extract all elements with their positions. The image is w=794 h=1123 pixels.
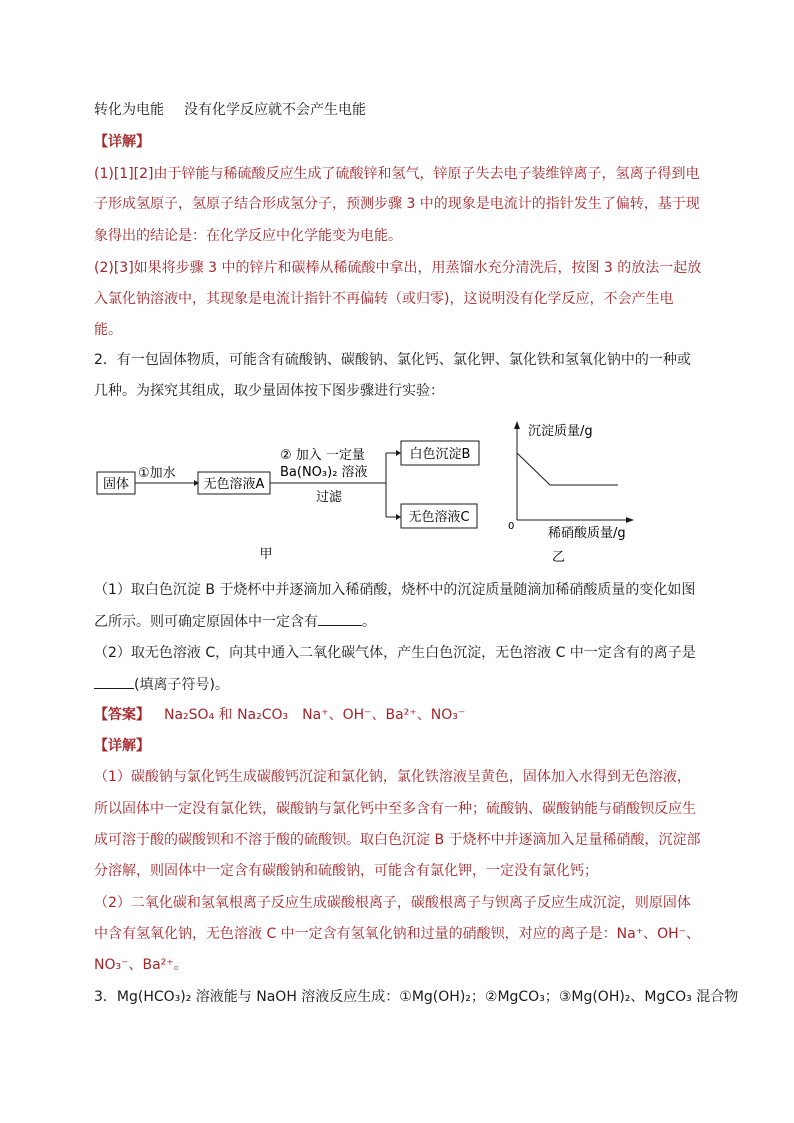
q2-detail-1-line-3: 成可溶于酸的碳酸钡和不溶于酸的硫酸钡。取白色沉淀 B 于烧杯中并逐滴加入足量稀硝酸，沉淀部	[94, 832, 701, 848]
y-axis-label: 沉淀质量/g	[528, 424, 593, 439]
q2-sub1-text: 乙所示。则可确定原固体中一定含有	[94, 614, 318, 630]
q2-detail-2-line-2: 中含有氢氧化钠，无色溶液 C 中一定含有氢氧化钠和过量的硝酸钡，对应的离子是：Na⁺、OH⁻、	[94, 926, 701, 942]
detail-2-line-1: (2)[3]如果将步骤 3 中的锌片和碳棒从稀硫酸中拿出，用蒸馏水充分清洗后，按图 3 的放法一起放	[94, 260, 702, 276]
colorless-c-label: 无色溶液C	[408, 510, 470, 525]
label-yi: 乙	[552, 550, 566, 565]
q2-detail-2-line-3: NO₃⁻、Ba²⁺。	[94, 957, 188, 973]
q2-detail-1-line-1: （1）碳酸钠与氯化钙生成碳酸钙沉淀和氯化钠，氯化铁溶液呈黄色，固体加入水得到无色溶液，	[94, 769, 691, 785]
step1-label: ①加水	[138, 466, 176, 481]
step2-line-b: Ba(NO₃)₂ 溶液	[280, 465, 368, 480]
q3-stem-line-1: 3．Mg(HCO₃)₂ 溶液能与 NaOH 溶液反应生成：①Mg(OH)₂；②MgCO₃；③Mg(OH)₂、MgCO₃ 混合物	[94, 989, 739, 1005]
y-axis-arrow	[514, 421, 520, 429]
answer-label: 【答案】	[94, 707, 150, 723]
x-axis-arrow	[626, 517, 634, 523]
q2-detail-1-line-4: 分溶解，则固体中一定含有碳酸钠和硫酸钠，可能含有氯化钾，一定没有氯化钙；	[94, 863, 598, 879]
origin-label: 0	[508, 521, 515, 532]
prev-answer-line	[94, 100, 366, 120]
q2-detail-1-line-2: 所以固体中一定没有氯化铁，碳酸钠与氯化钙中至多含有一种；硫酸钠、碳酸钠能与硝酸钡反应生	[94, 801, 696, 817]
q2-stem-line-1: 2．有一包固体物质，可能含有硫酸钠、碳酸钠、氯化钙、氯化钾、氯化铁和氢氧化钠中的一种或	[94, 352, 691, 368]
flow-diagram	[90, 425, 500, 570]
solid-label: 固体	[102, 477, 130, 492]
step2-line-a: ② 加入 一定量	[280, 448, 365, 463]
detail-2-line-2: 入氯化钠溶液中，其现象是电流计指针不再偏转（或归零)，这说明没有化学反应，不会产生电	[94, 291, 674, 307]
q2-sub1-end: 。	[362, 614, 376, 630]
q2-sub1-line-1: （1）取白色沉淀 B 于烧杯中并逐滴加入稀硝酸，烧杯中的沉淀质量随滴加稀硝酸质量的变化如图	[94, 582, 696, 598]
detail-1-line-1: (1)[1][2]由于锌能与稀硫酸反应生成了硫酸锌和氢气，锌原子失去电子装维锌离子，氢离子得到电	[94, 166, 700, 182]
conclusion-b: 没有化学反应就不会产生电能	[184, 102, 366, 118]
q2-sub2-line-1: （2）取无色溶液 C，向其中通入二氧化碳气体，产生白色沉淀，无色溶液 C 中一定含有的离子是	[94, 645, 696, 661]
conclusion-a: 转化为电能	[94, 102, 164, 118]
precipitate-graph	[500, 415, 660, 565]
mass-curve	[517, 453, 618, 485]
detail-heading-2: 【详解】	[94, 738, 150, 754]
answer-part-2: Na⁺、OH⁻、Ba²⁺、NO₃⁻	[302, 707, 466, 723]
answer-line	[94, 705, 465, 725]
q2-sub2-line-2	[94, 674, 229, 695]
filter-label: 过滤	[316, 490, 343, 505]
answer-blank-1[interactable]	[318, 611, 362, 626]
x-axis-label: 稀硝酸质量/g	[548, 526, 626, 541]
label-jia: 甲	[259, 547, 273, 562]
detail-heading-1: 【详解】	[94, 134, 150, 150]
branch-bottom-head	[396, 514, 401, 520]
q2-stem-line-2: 几种。为探究其组成，取少量固体按下图步骤进行实验：	[94, 383, 444, 399]
q2-sub2-end: (填离子符号)。	[134, 677, 229, 693]
white-b-label: 白色沉淀B	[409, 447, 471, 462]
q2-detail-2-line-1: （2）二氧化碳和氢氧根离子反应生成碳酸根离子，碳酸根离子与钡离子反应生成沉淀，则原固体	[94, 895, 691, 911]
answer-blank-2[interactable]	[94, 674, 134, 689]
branch-top-head	[396, 450, 401, 456]
answer-part-1: Na₂SO₄ 和 Na₂CO₃	[164, 707, 289, 723]
detail-1-line-3: 象得出的结论是：在化学反应中化学能变为电能。	[94, 228, 402, 244]
colorless-a-label: 无色溶液A	[203, 477, 265, 492]
q2-sub1-line-2	[94, 611, 376, 632]
detail-1-line-2: 子形成氢原子，氢原子结合形成氢分子，预测步骤 3 中的现象是电流计的指针发生了偏转，基于现	[94, 196, 700, 212]
detail-2-line-3: 能。	[94, 322, 122, 338]
